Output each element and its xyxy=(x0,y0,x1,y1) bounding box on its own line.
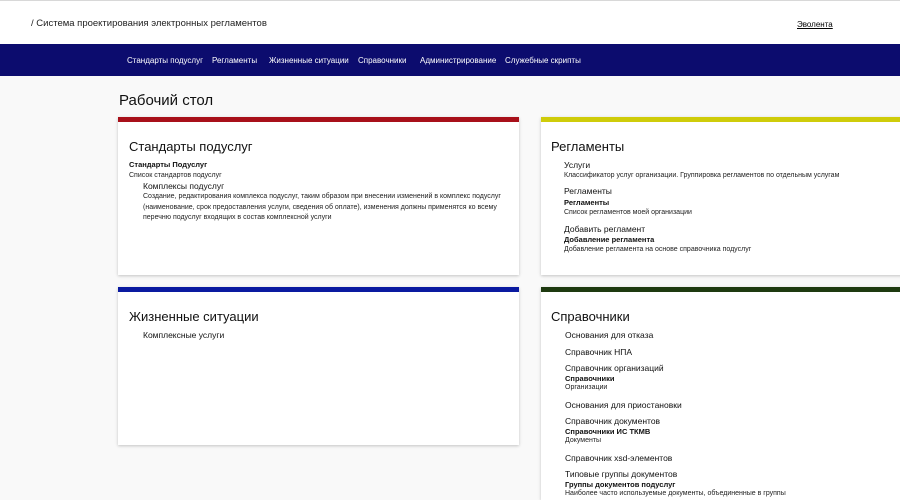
card-color-bar xyxy=(541,287,900,292)
documents-subtitle: Справочники ИС ТКМВ xyxy=(565,427,651,436)
card-standards xyxy=(118,117,519,275)
doc-groups-subtitle: Группы документов подуслуг xyxy=(565,480,676,489)
services-link[interactable]: Услуги xyxy=(564,160,591,170)
doc-groups-link[interactable]: Типовые группы документов xyxy=(565,469,678,479)
nav-item-administration[interactable]: Администрирование xyxy=(420,56,497,65)
suspension-grounds-link[interactable]: Основания для приостановки xyxy=(565,400,682,410)
app-title: / Система проектирования электронных регламентов xyxy=(31,18,267,29)
reglaments-subtitle: Регламенты xyxy=(564,198,610,207)
documents-description: Документы xyxy=(565,437,602,444)
xsd-directory-link[interactable]: Справочник xsd-элементов xyxy=(565,453,673,463)
nav-item-life-situations[interactable]: Жизненные ситуации xyxy=(269,56,349,65)
nav-item-reglaments[interactable]: Регламенты xyxy=(212,56,258,65)
complexes-description: Создание, редактирования комплекса подуслуг, таким образом при внесении изменений в комплекс подуслуг (наименование, срок предоставления услуги, сведения об оплате), изменения должны применятся ко всему перечню подуслуг входящих в состав комплексной услуги xyxy=(143,193,501,221)
reglaments-link[interactable]: Регламенты xyxy=(564,186,612,196)
reglaments-description: Список регламентов моей организации xyxy=(564,209,692,216)
doc-groups-description: Наиболее часто используемые документы, объединенные в группы xyxy=(565,490,786,497)
page-title: Рабочий стол xyxy=(119,92,214,109)
add-reglament-description: Добавление регламента на основе справочника подуслуг xyxy=(564,246,752,253)
complex-services-link[interactable]: Комплексные услуги xyxy=(143,330,225,340)
npa-directory-link[interactable]: Справочник НПА xyxy=(565,347,633,357)
standards-item-subtitle: Стандарты Подуслуг xyxy=(129,160,208,169)
top-header xyxy=(0,0,900,45)
card-color-bar xyxy=(118,117,519,122)
organizations-directory-link[interactable]: Справочник организаций xyxy=(565,363,664,373)
card-reglaments xyxy=(541,117,900,275)
organizations-subtitle: Справочники xyxy=(565,374,615,383)
organizations-description: Организации xyxy=(565,384,608,391)
card-title: Жизненные ситуации xyxy=(129,309,259,324)
nav-item-standards[interactable]: Стандарты подуслуг xyxy=(127,56,204,65)
add-reglament-subtitle: Добавление регламента xyxy=(564,235,655,244)
card-life-situations xyxy=(118,287,519,445)
card-color-bar xyxy=(118,287,519,292)
nav-item-service-scripts[interactable]: Служебные скрипты xyxy=(505,56,581,65)
nav-item-directories[interactable]: Справочники xyxy=(358,56,407,65)
documents-directory-link[interactable]: Справочник документов xyxy=(565,416,661,426)
refusal-grounds-link[interactable]: Основания для отказа xyxy=(565,330,654,340)
add-reglament-link[interactable]: Добавить регламент xyxy=(564,224,646,234)
card-title: Справочники xyxy=(551,309,630,324)
services-description: Классификатор услуг организации. Группировка регламентов по отдельным услугам xyxy=(564,172,840,179)
complexes-link[interactable]: Комплексы подуслуг xyxy=(143,181,225,191)
standards-item-description: Список стандартов подуслуг xyxy=(129,172,222,179)
card-title: Стандарты подуслуг xyxy=(129,139,253,154)
card-directories xyxy=(541,287,900,500)
user-link[interactable]: Эволента xyxy=(797,20,833,29)
main-navbar xyxy=(0,44,900,76)
card-color-bar xyxy=(541,117,900,122)
card-title: Регламенты xyxy=(551,139,625,154)
